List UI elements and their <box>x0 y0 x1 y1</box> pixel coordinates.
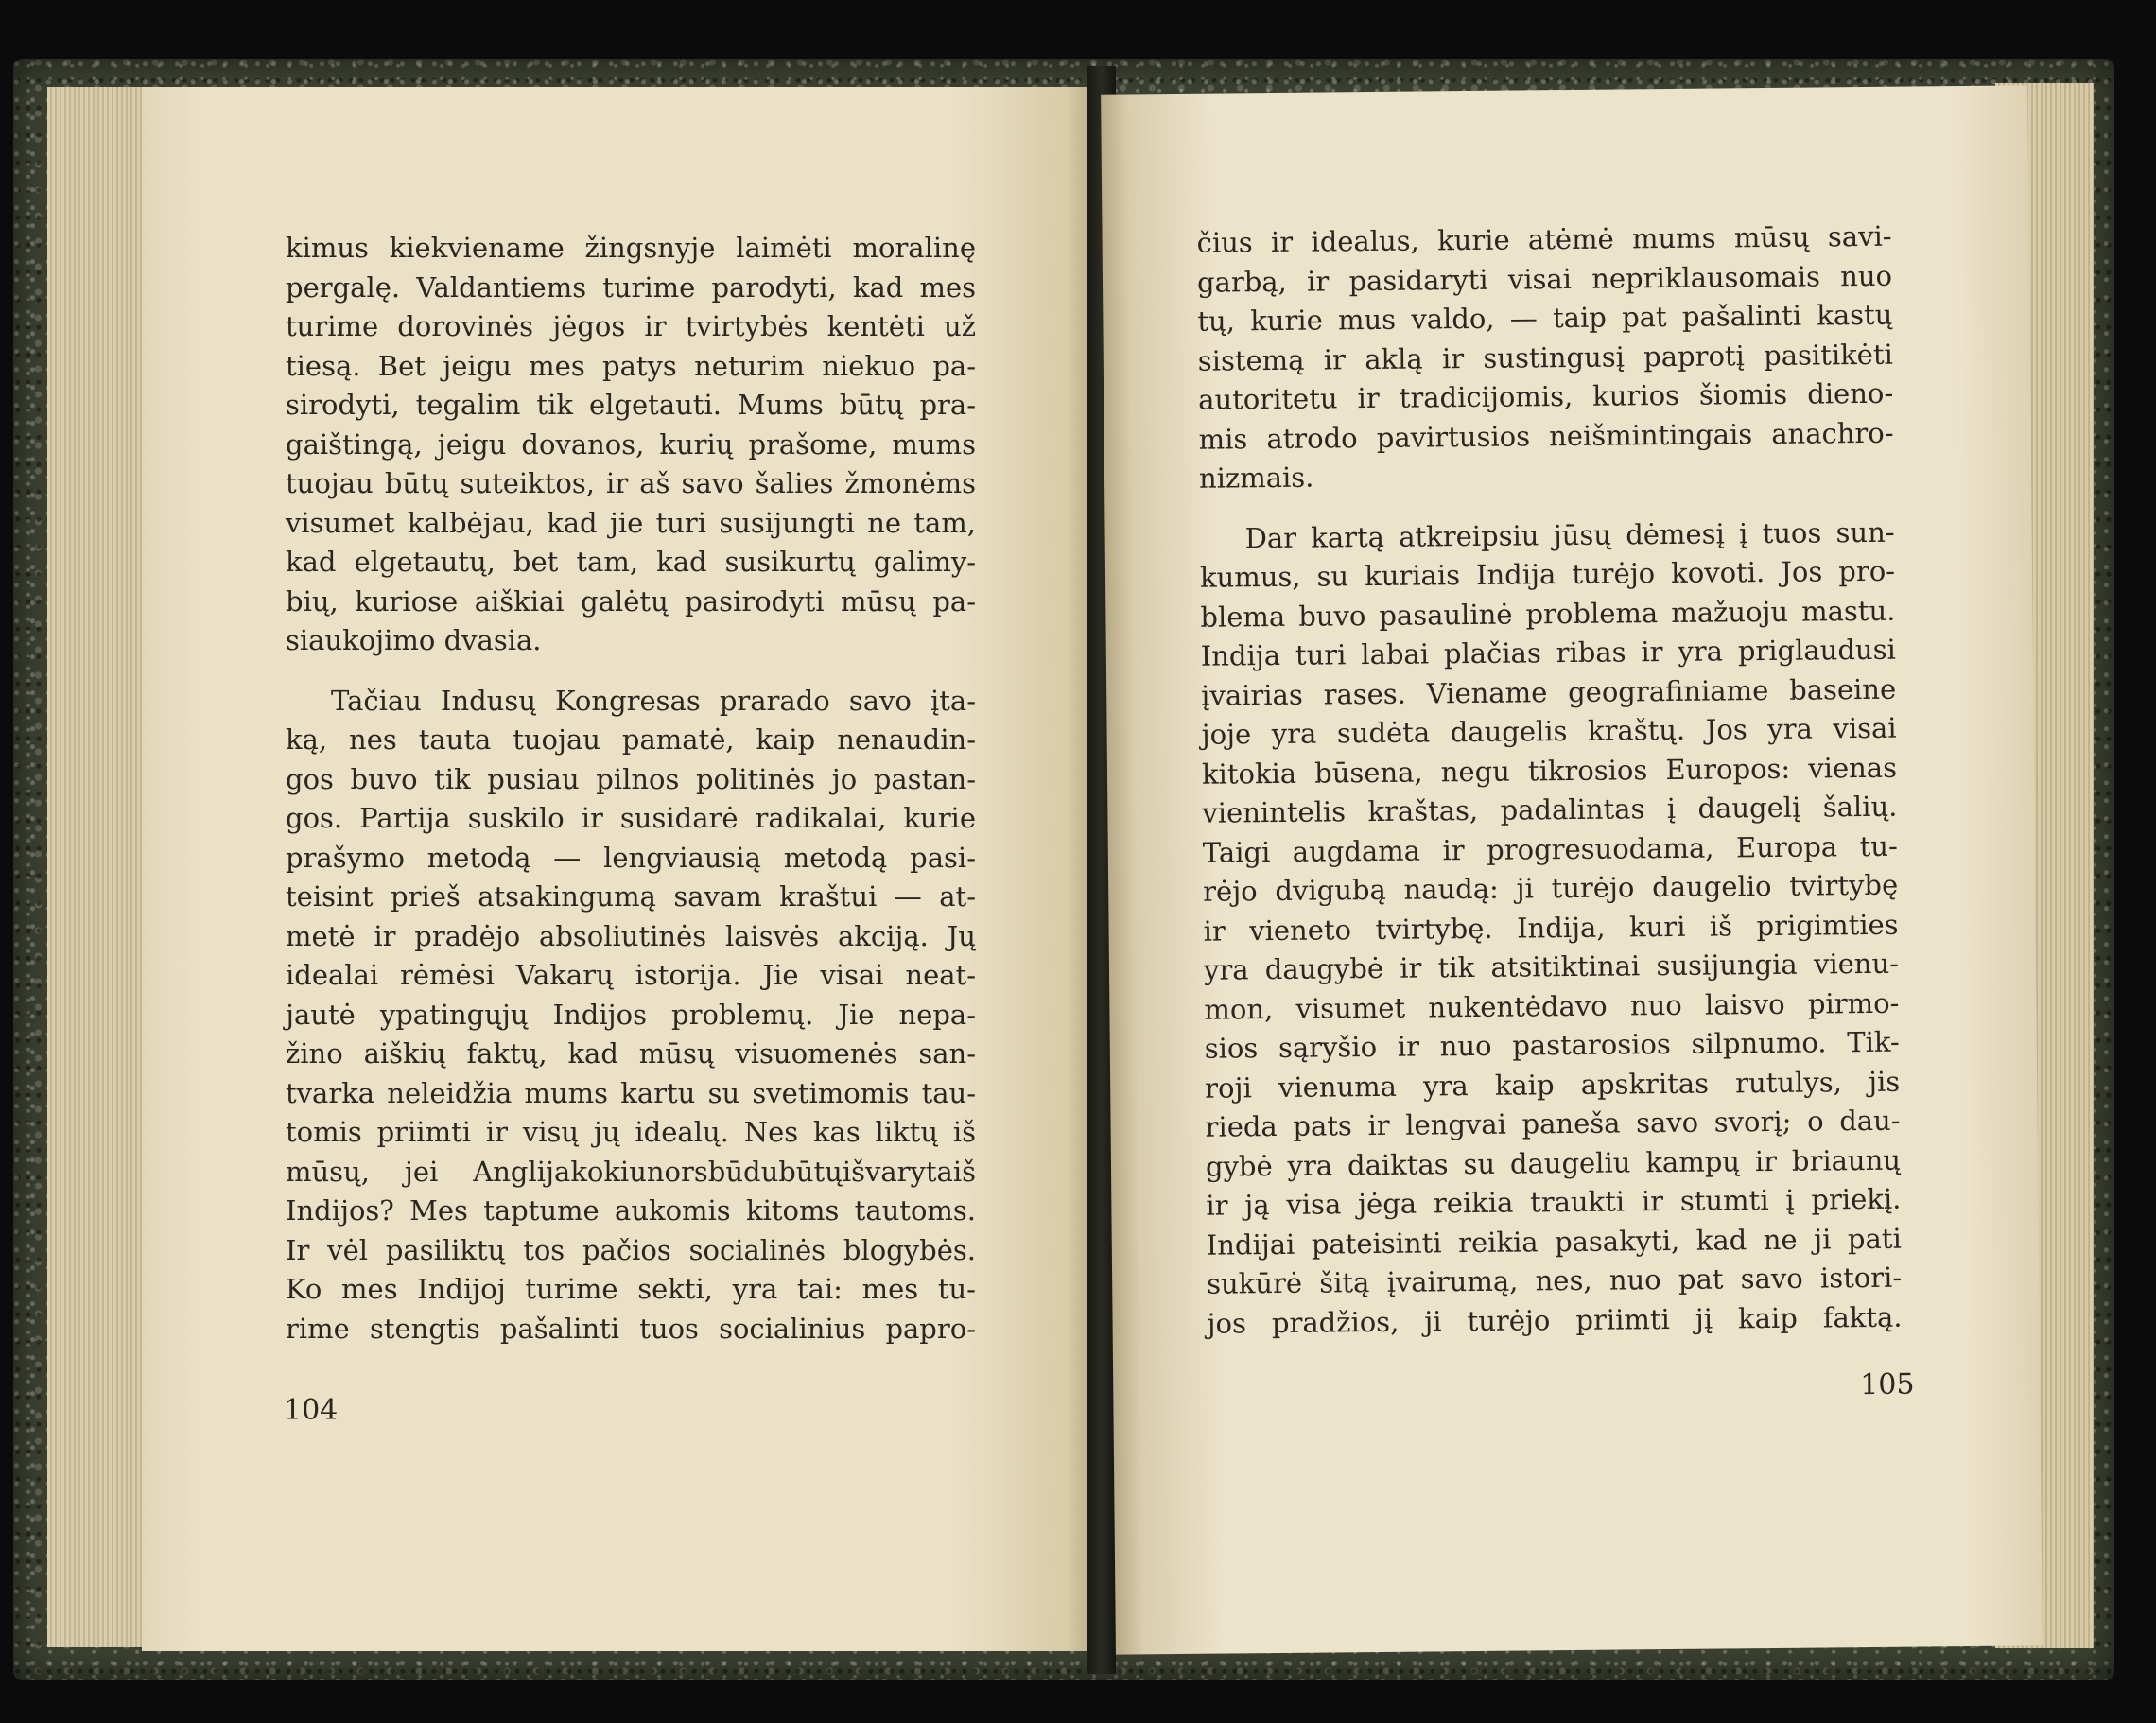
text-line: ir ją visa jėga reikia traukti ir stumti į priekį. <box>1206 1182 1902 1222</box>
text-line: rime stengtis pašalinti tuos socialinius papro- <box>286 1312 976 1345</box>
text-line: gos buvo tik pusiau pilnos politinės jo pastan- <box>286 762 976 795</box>
text-line: ką, nes tauta tuojau pamatė, kaip nenaudin- <box>286 723 976 756</box>
text-line: gybė yra daiktas su daugeliu kampų ir briaunų <box>1205 1143 1902 1183</box>
text-line: garbą, ir pasidaryti visai nepriklausomais nuo <box>1196 259 1893 299</box>
text-line: rieda pats ir lengvai paneša savo svorį; o dau- <box>1205 1104 1901 1143</box>
text-line: Indijos? Mes taptume aukomis kitoms tautoms. <box>286 1194 976 1227</box>
text-line: yra daugybė ir tik atsitiktinai susijungia vienu- <box>1203 947 1900 986</box>
text-line: roji vienuma yra kaip apskritas rutulys, jis <box>1205 1065 1901 1105</box>
text-line: gos. Partija suskilo ir susidarė radikalai, kurie <box>286 802 976 834</box>
text-line: metė ir pradėjo absoliutinės laisvės akciją. Jų <box>286 919 976 952</box>
paragraph-gap <box>286 661 976 682</box>
text-line: Dar kartą atkreipsiu jūsų dėmesį į tuos sun- <box>1244 515 1895 554</box>
text-line: tvarka neleidžia mums kartu su svetimomis tau- <box>286 1076 976 1109</box>
text-line: sistemą ir aklą ir sustingusį paprotį pasitikėti <box>1197 338 1893 377</box>
text-line: visumet kalbėjau, kad jie turi susijungti ne tam, <box>286 506 976 539</box>
text-line: joje yra sudėta daugelis kraštų. Jos yra visai <box>1201 711 1897 751</box>
right-page-text <box>1196 218 1902 1344</box>
text-line: prašymo metodą — lengviausią metodą pasi- <box>286 841 976 874</box>
text-line: ir vieneto tvirtybę. Indija, kuri iš prigimties <box>1203 908 1899 948</box>
text-line: mon, visumet nukentėdavo nuo laisvo pirmo- <box>1204 986 1900 1026</box>
text-line: žino aiškių faktų, kad mūsų visuomenės san- <box>286 1037 976 1070</box>
text-line: turime dorovinės jėgos ir tvirtybės kentėti už <box>286 310 976 342</box>
text-line: sukūrė šitą įvairumą, nes, nuo pat savo istori- <box>1207 1261 1903 1300</box>
text-line: autoritetu ir tradicijomis, kurios šiomis dieno- <box>1198 376 1894 416</box>
left-page <box>142 87 1095 1651</box>
text-line: vienintelis kraštas, padalintas į daugelį šalių. <box>1202 790 1898 829</box>
text-line: Indija turi labai plačias ribas ir yra priglaudusi <box>1200 633 1896 672</box>
page-number-right: 105 <box>1860 1367 1915 1402</box>
page-number-left: 104 <box>284 1394 339 1427</box>
left-page-text <box>286 229 976 1349</box>
text-line: čius ir idealus, kurie atėmė mums mūsų savi- <box>1196 219 1892 259</box>
text-line: pergalę. Valdantiems turime parodyti, kad mes <box>286 270 976 304</box>
text-line: kumus, su kuriais Indija turėjo kovoti. Jos pro- <box>1199 554 1896 594</box>
text-line: siaukojimo dvasia. <box>286 624 542 656</box>
text-line: mūsų, jei Anglijakokiunorsbūdubūtųišvarytaiš <box>286 1155 976 1188</box>
text-line: įvairias rases. Viename geografiniame baseine <box>1201 672 1897 712</box>
text-line: kimus kiekviename žingsnyje laimėti moralinę <box>286 232 976 264</box>
text-line: gaištingą, jeigu dovanos, kurių prašome, mums <box>286 427 976 461</box>
text-line: Taigi augdama ir progresuodama, Europa tu- <box>1202 829 1898 869</box>
text-line: sios sąryšio ir nuo pastarosios silpnumo. Tik- <box>1204 1025 1900 1065</box>
text-line: tomis priimti ir visų jų idealų. Nes kas liktų iš <box>286 1116 976 1148</box>
text-line: tų, kurie mus valdo, — taip pat pašalinti kastų <box>1197 298 1893 338</box>
text-line: idealai rėmėsi Vakarų istorija. Jie visai neat- <box>286 959 976 991</box>
text-line: tiesą. Bet jeigu mes patys neturim niekuo pa- <box>286 349 976 382</box>
text-line: bių, kuriose aiškiai galėtų pasirodyti mūsų pa- <box>286 584 976 618</box>
text-line: jos pradžios, ji turėjo priimti jį kaip faktą. <box>1207 1300 1903 1340</box>
text-line: Ko mes Indijoj turime sekti, yra tai: mes tu- <box>286 1273 976 1305</box>
text-line: Ir vėl pasiliktų tos pačios socialinės blogybės. <box>286 1233 976 1266</box>
text-line: blema buvo pasaulinė problema mažuoju mastu. <box>1200 594 1896 634</box>
text-line: kad elgetautų, bet tam, kad susikurtų galimy- <box>286 546 976 578</box>
right-page <box>1101 85 2043 1654</box>
text-line: kitokia būsena, negu tikrosios Europos: vienas <box>1201 751 1898 791</box>
text-line: sirodyti, tegalim tik elgetauti. Mums būtų pra- <box>286 389 976 421</box>
text-line: teisint prieš atsakingumą savam kraštui — at- <box>286 880 976 913</box>
text-line: mis atrodo pavirtusios neišmintingais anachro- <box>1198 416 1894 456</box>
text-line: Indijai pateisinti reikia pasakyti, kad ne ji pati <box>1206 1222 1902 1262</box>
text-line: tuojau būtų suteiktos, ir aš savo šalies žmonėms <box>286 467 976 499</box>
text-line: nizmais. <box>1198 461 1314 495</box>
text-line: jautė ypatingųjų Indijos problemų. Jie nepa- <box>286 998 976 1031</box>
text-line: rėjo dvigubą naudą: ji turėjo daugelio tvirtybę <box>1203 868 1899 908</box>
text-line: Tačiau Indusų Kongresas prarado savo įta- <box>331 684 976 717</box>
